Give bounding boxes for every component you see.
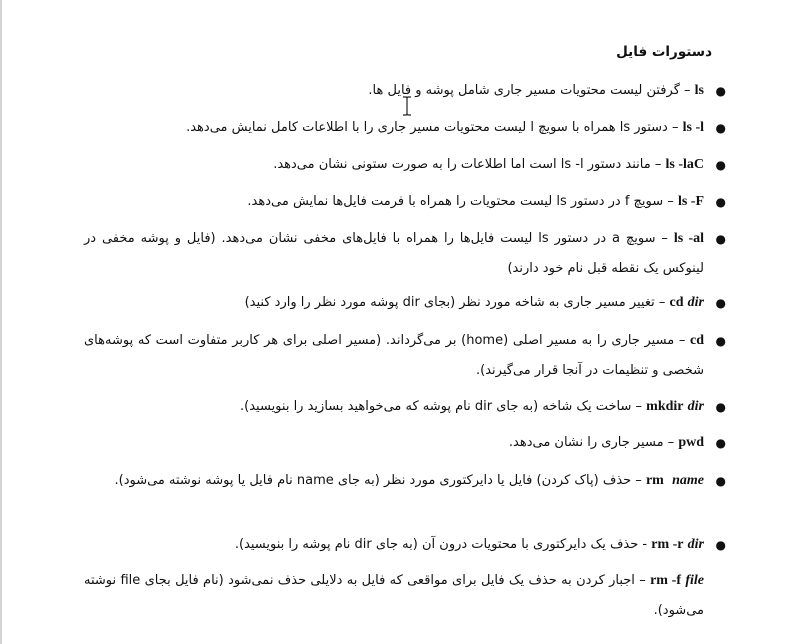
list-item-ls	[84, 76, 726, 106]
list-item-rm-r	[84, 530, 726, 560]
bullet-icon: ●	[715, 296, 726, 310]
description: - حذف یک دایرکتوری با محتویات درون آن (به جای dir نام پوشه را بنویسید).	[234, 537, 648, 552]
command-arg: dir	[687, 537, 704, 552]
command: mkdir	[646, 399, 684, 414]
bullet-icon: ●	[715, 400, 726, 414]
command: ls	[694, 83, 704, 98]
command-group	[670, 295, 704, 310]
command-arg: dir	[687, 399, 704, 414]
bullet-icon: ●	[715, 436, 726, 450]
command: ls -F	[677, 194, 704, 209]
text-cursor-icon	[402, 96, 412, 116]
description: – مانند دستور ls -l است اما اطلاعات را به صورت ستونی نشان می‌دهد.	[273, 157, 662, 172]
bullet-icon: ●	[715, 158, 726, 172]
command-group	[650, 573, 704, 588]
command: cd	[669, 295, 684, 310]
list-item-rm	[84, 466, 726, 496]
description: – مسیر جاری را نشان می‌دهد.	[508, 435, 675, 450]
list-item-ls-l	[84, 113, 726, 143]
bullet-icon: ●	[715, 334, 726, 348]
list-item-ls-laC	[84, 150, 726, 180]
list-item-rm-f	[84, 566, 704, 626]
list-item-mkdir	[84, 392, 726, 422]
command: rm	[645, 473, 664, 488]
description: – اجبار کردن به حذف یک فایل برای مواقعی که فایل به دلایلی حذف نمی‌شود (نام فایل بجای file نوشته می‌شود).	[84, 573, 704, 618]
bullet-icon: ●	[715, 538, 726, 552]
command: rm -r	[651, 537, 684, 552]
command: pwd	[678, 435, 704, 450]
list-item-pwd	[84, 428, 726, 458]
command-arg: name	[672, 473, 704, 488]
command-group	[651, 537, 704, 552]
description: – گرفتن لیست محتویات مسیر جاری شامل پوشه و فایل ها.	[368, 83, 691, 98]
bullet-icon: ●	[715, 195, 726, 209]
description: – حذف (پاک کردن) فایل یا دایرکتوری مورد نظر (به جای name نام فایل یا پوشه نوشته می‌شود).	[114, 473, 642, 488]
description: – سویچ f در دستور ls لیست محتویات را همراه با فرمت فایل‌ها نمایش می‌دهد.	[247, 194, 674, 209]
description: – دستور ls همراه با سویچ l لیست محتویات مسیر جاری را با اطلاعات کامل نمایش می‌دهد.	[186, 120, 679, 135]
section-heading: دستورات فایل	[616, 44, 712, 60]
bullet-icon: ●	[715, 84, 726, 98]
command: cd	[690, 333, 705, 348]
command: ls -laC	[665, 157, 704, 172]
bullet-icon: ●	[715, 232, 726, 246]
list-item-ls-F	[84, 187, 726, 217]
description: – ساخت یک شاخه (به جای dir نام پوشه که می‌خواهید بسازید را بنویسید).	[240, 399, 643, 414]
command-group	[646, 473, 704, 488]
description: – سویچ a در دستور ls لیست فایل‌ها را همراه با فایل‌های مخفی نشان می‌دهد. (فایل و پوشه مخفی در لینوکس یک نقطه قبل نام خود دارند)	[84, 231, 704, 276]
command: ls -al	[673, 231, 705, 246]
description: – مسیر جاری را به مسیر اصلی (home) بر می‌گرداند. (مسیر اصلی برای هر کاربر متفاوت است که پوشه‌های شخصی و تنظیمات در آنجا قرار می‌گیرند).	[84, 333, 704, 378]
bullet-icon: ●	[715, 474, 726, 488]
command-arg: dir	[687, 295, 704, 310]
command: rm -f	[650, 573, 681, 588]
command-arg: file	[685, 573, 704, 588]
command: ls -l	[682, 120, 704, 135]
description: – تغییر مسیر جاری به شاخه مورد نظر (بجای dir پوشه مورد نظر را وارد کنید)	[244, 295, 666, 310]
list-item-ls-al	[84, 224, 726, 284]
list-item-cd-dir	[84, 288, 726, 318]
bullet-icon: ●	[715, 121, 726, 135]
command-group	[646, 399, 704, 414]
list-item-cd	[84, 326, 726, 386]
